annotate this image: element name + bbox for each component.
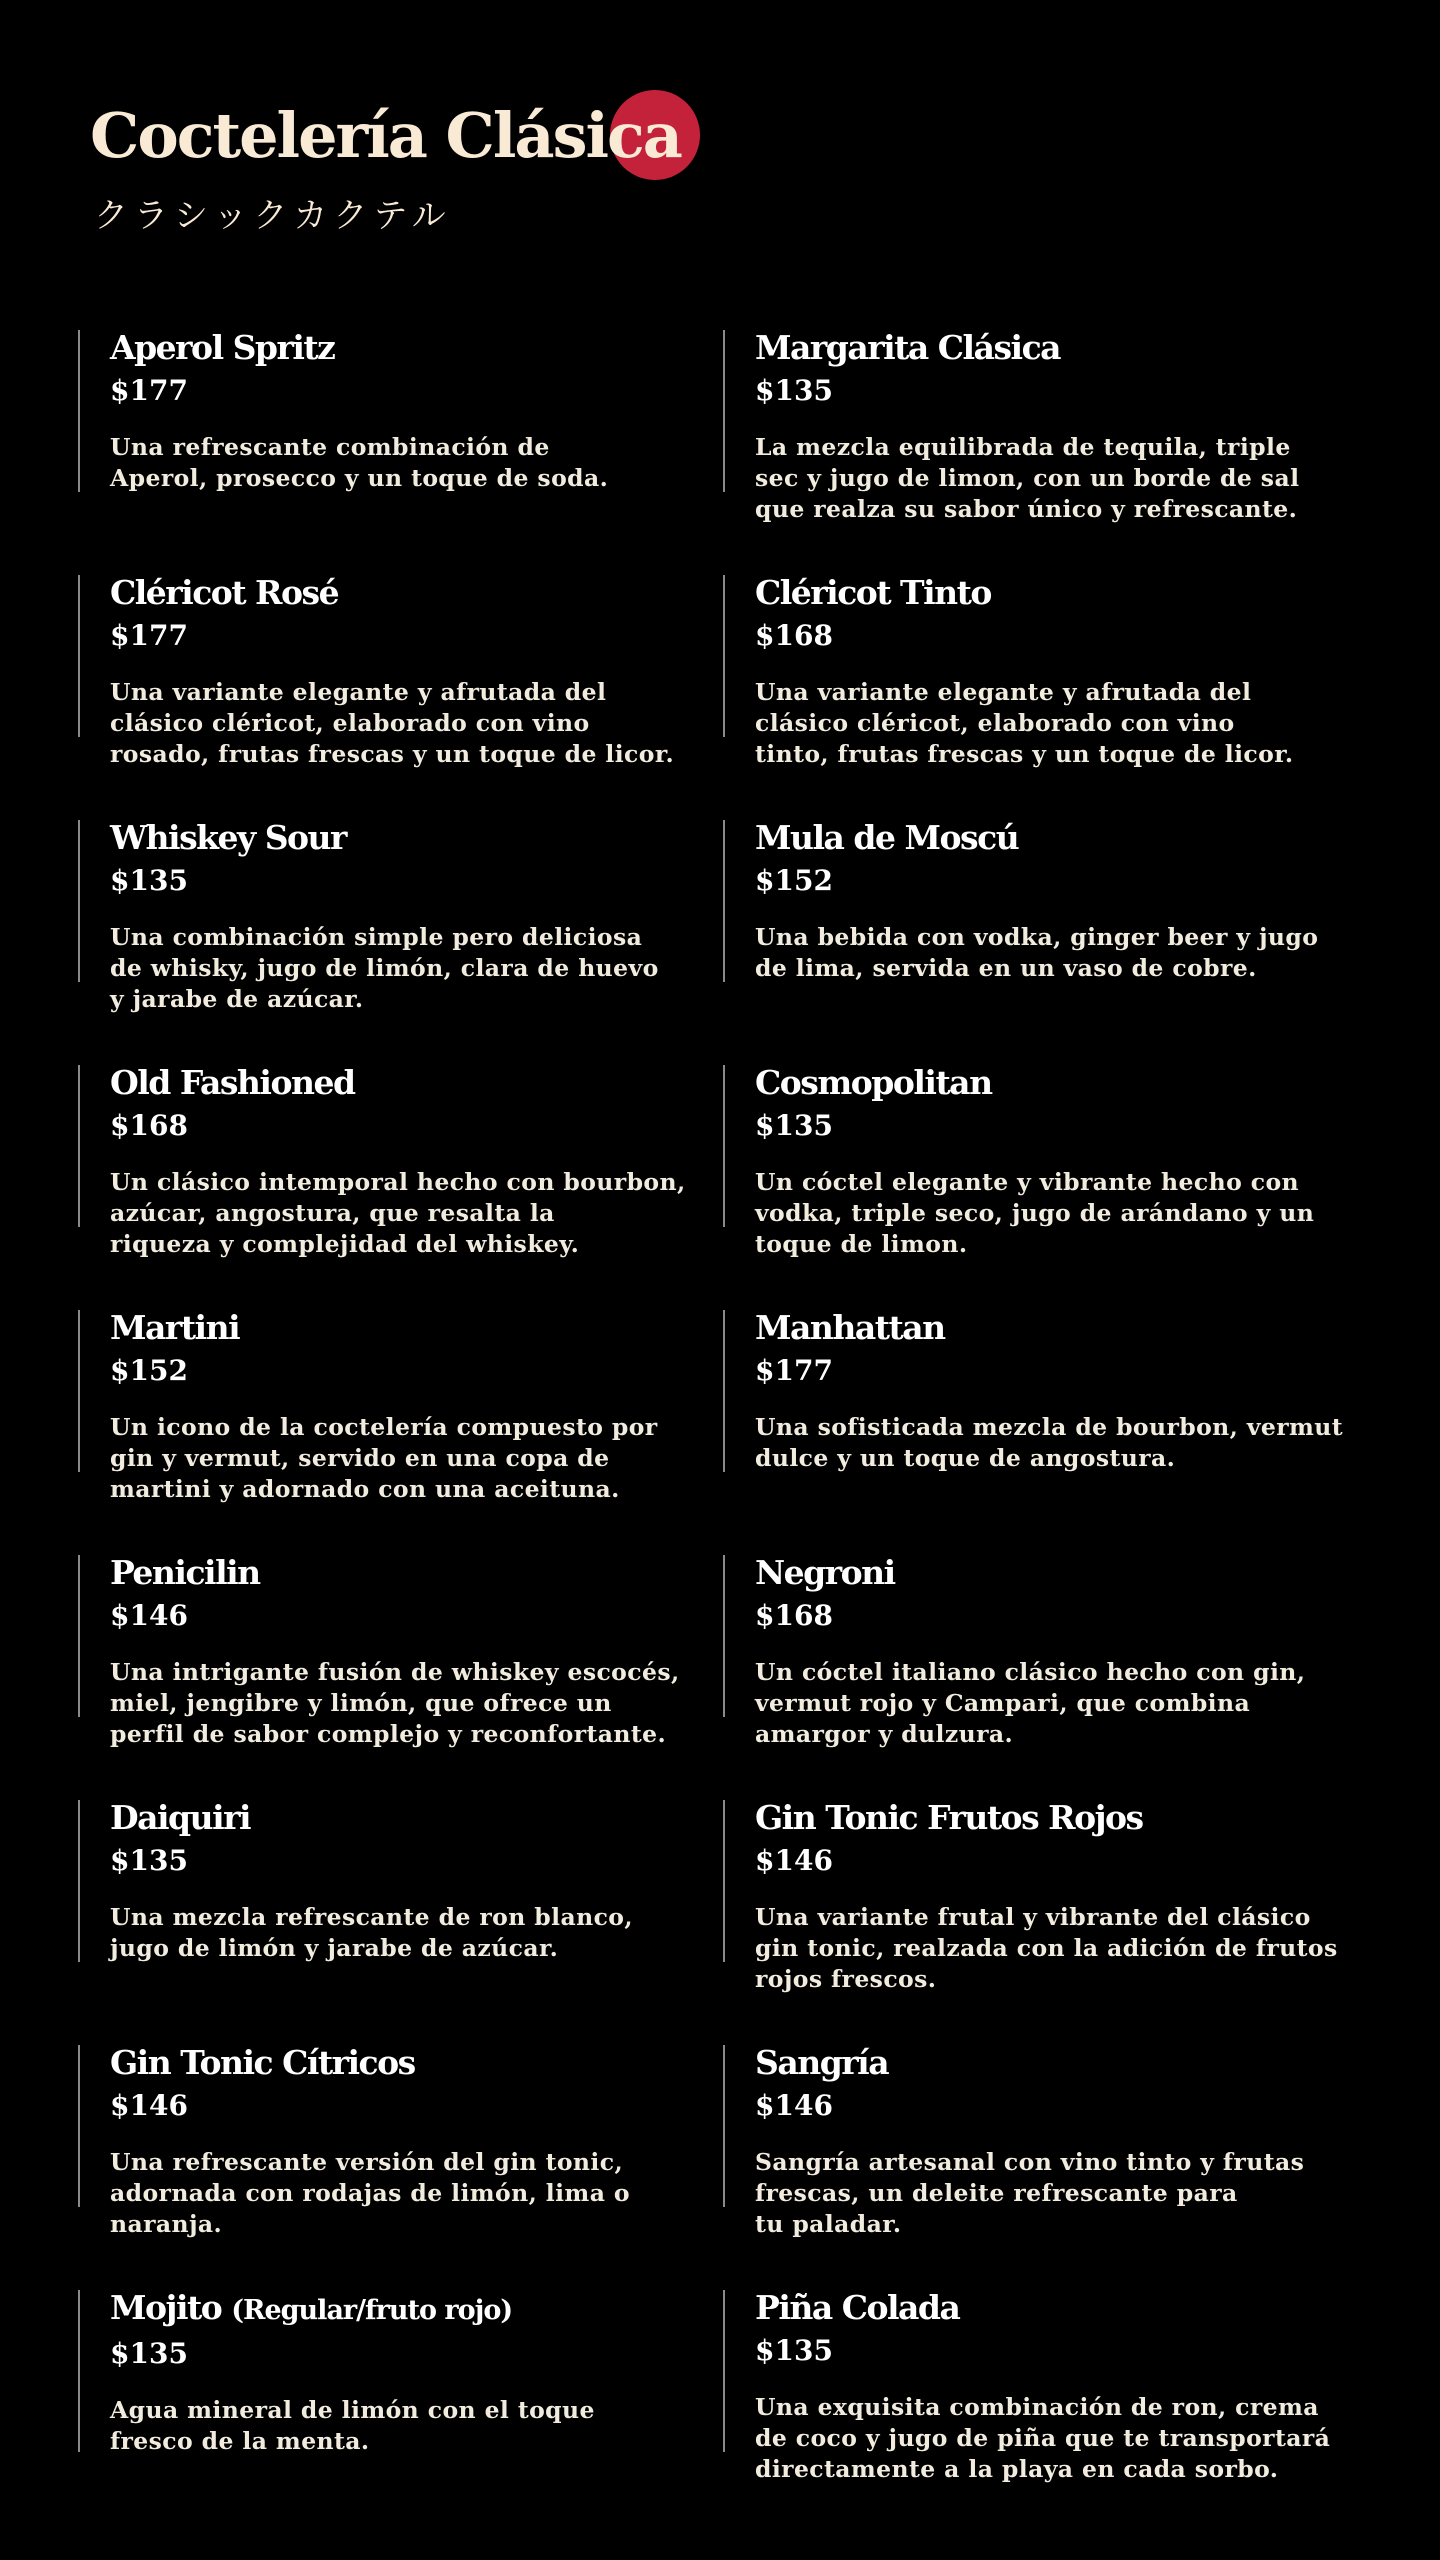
- item-description: Una exquisita combinación de ron, crema de coco y jugo de piña que te transportará directamente a la playa en cada sorbo.: [755, 2393, 1331, 2483]
- item-description: Una variante elegante y afrutada del clásico cléricot, elaborado con vino rosado, frutas frescas y un toque de licor.: [110, 678, 675, 768]
- cocktail-menu-grid: [78, 328, 1368, 2533]
- menu-item: [78, 1553, 723, 1798]
- item-name-text: Piña Colada: [755, 2288, 960, 2327]
- menu-item: [723, 1308, 1368, 1553]
- item-name-text: Aperol Spritz: [110, 328, 335, 367]
- item-divider: [78, 820, 80, 982]
- item-name: [110, 1798, 715, 1838]
- item-name-text: Negroni: [755, 1553, 895, 1592]
- item-divider: [723, 2045, 725, 2207]
- item-price: $135: [110, 2337, 188, 2370]
- item-name: [110, 1553, 715, 1593]
- menu-subtitle-japanese: クラシックカクテル: [94, 196, 452, 236]
- item-price: $177: [110, 619, 188, 652]
- item-divider: [723, 1555, 725, 1717]
- item-price: $177: [755, 1354, 833, 1387]
- item-divider: [78, 2290, 80, 2452]
- item-description: Un cóctel italiano clásico hecho con gin, vermut rojo y Campari, que combina amargor y dulzura.: [755, 1658, 1306, 1748]
- item-divider: [78, 2045, 80, 2207]
- item-description: Una sofisticada mezcla de bourbon, vermut dulce y un toque de angostura.: [755, 1413, 1344, 1472]
- menu-item: [723, 2288, 1368, 2533]
- item-price: $146: [110, 1599, 188, 1632]
- menu-item: [723, 1798, 1368, 2043]
- item-name: [110, 1063, 715, 1103]
- item-description: Un clásico intemporal hecho con bourbon, azúcar, angostura, que resalta la riqueza y complejidad del whiskey.: [110, 1168, 686, 1258]
- item-name-text: Cléricot Rosé: [110, 573, 339, 612]
- item-name-text: Gin Tonic Cítricos: [110, 2043, 415, 2082]
- menu-title: Coctelería Clásica: [90, 99, 681, 172]
- item-divider: [723, 330, 725, 492]
- item-name-text: Daiquiri: [110, 1798, 251, 1837]
- item-price: $168: [110, 1109, 188, 1142]
- item-description: Agua mineral de limón con el toque fresco de la menta.: [110, 2396, 595, 2455]
- item-name-text: Penicilin: [110, 1553, 260, 1592]
- item-name-text: Manhattan: [755, 1308, 945, 1347]
- item-price: $135: [110, 864, 188, 897]
- menu-item: [723, 2043, 1368, 2288]
- item-description: Una variante elegante y afrutada del clásico cléricot, elaborado con vino tinto, frutas frescas y un toque de licor.: [755, 678, 1294, 768]
- item-price: $135: [755, 374, 833, 407]
- item-name: [755, 1308, 1360, 1348]
- menu-item: [723, 328, 1368, 573]
- menu-item: [78, 1798, 723, 2043]
- menu-item: [723, 1063, 1368, 1308]
- menu-item: [78, 573, 723, 818]
- item-divider: [78, 1065, 80, 1227]
- item-name-text: Sangría: [755, 2043, 889, 2082]
- item-name-text: Martini: [110, 1308, 240, 1347]
- item-name: [755, 2288, 1360, 2328]
- item-price: $135: [755, 2334, 833, 2367]
- item-name: [110, 2288, 715, 2331]
- item-description: Una intrigante fusión de whiskey escocés, miel, jengibre y limón, que ofrece un perfil de sabor complejo y reconfortante.: [110, 1658, 680, 1748]
- item-name: [110, 1308, 715, 1348]
- item-name: [110, 818, 715, 858]
- menu-item: [78, 818, 723, 1063]
- menu-header: [90, 88, 790, 238]
- item-divider: [723, 1065, 725, 1227]
- item-description: Una refrescante combinación de Aperol, prosecco y un toque de soda.: [110, 433, 609, 492]
- item-price: $146: [110, 2089, 188, 2122]
- item-name: [755, 573, 1360, 613]
- item-description: La mezcla equilibrada de tequila, triple sec y jugo de limon, con un borde de sal que realza su sabor único y refrescante.: [755, 433, 1300, 523]
- item-description: Una bebida con vodka, ginger beer y jugo de lima, servida en un vaso de cobre.: [755, 923, 1319, 982]
- item-divider: [78, 1800, 80, 1962]
- item-note: (Regular/fruto rojo): [231, 2295, 513, 2326]
- item-name-text: Cosmopolitan: [755, 1063, 992, 1102]
- item-name-text: Gin Tonic Frutos Rojos: [755, 1798, 1143, 1837]
- item-price: $146: [755, 2089, 833, 2122]
- item-price: $152: [755, 864, 833, 897]
- item-description: Una refrescante versión del gin tonic, adornada con rodajas de limón, lima o naranja.: [110, 2148, 630, 2238]
- item-description: Un cóctel elegante y vibrante hecho con vodka, triple seco, jugo de arándano y un toque de limon.: [755, 1168, 1315, 1258]
- item-name-text: Cléricot Tinto: [755, 573, 991, 612]
- item-name: [110, 328, 715, 368]
- menu-item: [723, 573, 1368, 818]
- item-price: $168: [755, 1599, 833, 1632]
- item-name: [755, 1553, 1360, 1593]
- item-name: [755, 818, 1360, 858]
- item-divider: [723, 1800, 725, 1962]
- item-name: [755, 1798, 1360, 1838]
- item-name: [755, 2043, 1360, 2083]
- item-description: Sangría artesanal con vino tinto y frutas frescas, un deleite refrescante para tu paladar.: [755, 2148, 1305, 2238]
- item-price: $135: [110, 1844, 188, 1877]
- menu-item: [78, 2043, 723, 2288]
- item-divider: [78, 1310, 80, 1472]
- item-price: $135: [755, 1109, 833, 1142]
- item-name-text: Old Fashioned: [110, 1063, 355, 1102]
- item-name-text: Mula de Moscú: [755, 818, 1019, 857]
- item-price: $168: [755, 619, 833, 652]
- menu-item: [78, 1063, 723, 1308]
- menu-item: [723, 1553, 1368, 1798]
- menu-item: [78, 2288, 723, 2533]
- item-description: Una mezcla refrescante de ron blanco, jugo de limón y jarabe de azúcar.: [110, 1903, 633, 1962]
- item-divider: [78, 330, 80, 492]
- item-name: [755, 1063, 1360, 1103]
- menu-item: [723, 818, 1368, 1063]
- item-name: [110, 573, 715, 613]
- menu-item: [78, 1308, 723, 1553]
- item-price: $152: [110, 1354, 188, 1387]
- menu-item: [78, 328, 723, 573]
- item-name-text: Mojito: [110, 2288, 222, 2327]
- item-divider: [78, 1555, 80, 1717]
- item-description: Una variante frutal y vibrante del clásico gin tonic, realzada con la adición de frutos rojos frescos.: [755, 1903, 1338, 1993]
- item-name: [110, 2043, 715, 2083]
- item-price: $146: [755, 1844, 833, 1877]
- item-divider: [723, 575, 725, 737]
- item-divider: [723, 1310, 725, 1472]
- item-name: [755, 328, 1360, 368]
- item-divider: [723, 820, 725, 982]
- item-divider: [78, 575, 80, 737]
- item-divider: [723, 2290, 725, 2452]
- item-name-text: Whiskey Sour: [110, 818, 346, 857]
- item-description: Un icono de la coctelería compuesto por gin y vermut, servido en una copa de martini y adornado con una aceituna.: [110, 1413, 658, 1503]
- item-description: Una combinación simple pero deliciosa de whisky, jugo de limón, clara de huevo y jarabe de azúcar.: [110, 923, 659, 1013]
- item-name-text: Margarita Clásica: [755, 328, 1061, 367]
- item-price: $177: [110, 374, 188, 407]
